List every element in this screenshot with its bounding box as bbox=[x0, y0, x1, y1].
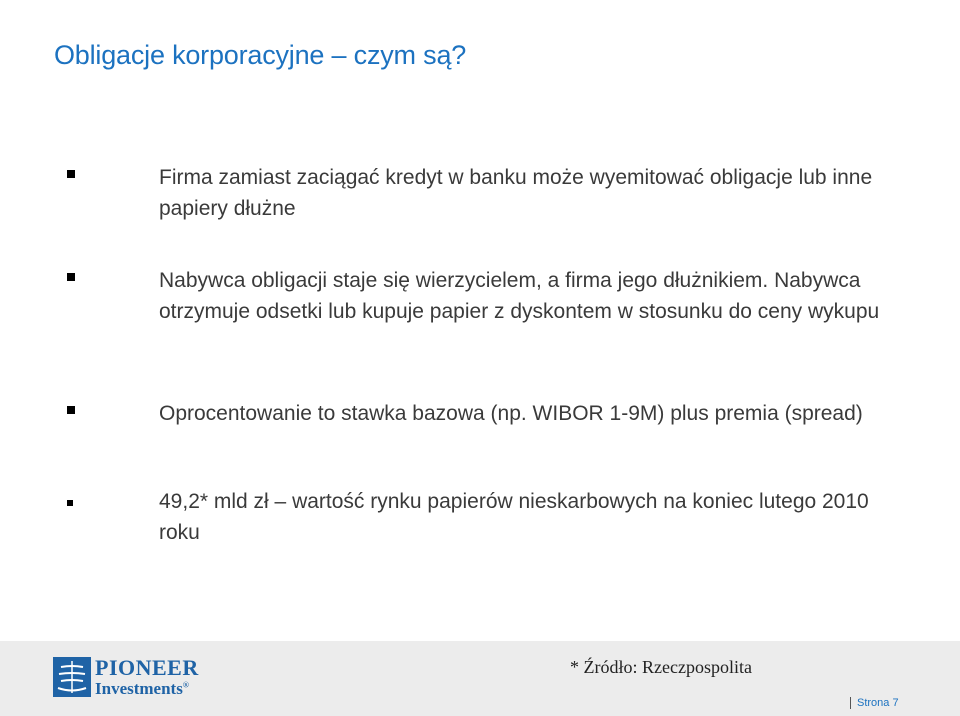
slide-title: Obligacje korporacyjne – czym są? bbox=[54, 40, 467, 70]
bullet-marker-4 bbox=[67, 500, 73, 506]
bullet-text-2: Nabywca obligacji staje się wierzycielem, a firma jego dłużnikiem. Nabywca otrzymuje odsetki lub kupuje papier z dyskontem w stosunku do ceny wykupu bbox=[159, 269, 880, 323]
bullet-text-1: Firma zamiast zaciągać kredyt w banku może wyemitować obligacje lub inne papiery dłużne bbox=[159, 166, 873, 220]
bullet-text-3: Oprocentowanie to stawka bazowa (np. WIBOR 1-9M) plus premia (spread) bbox=[159, 402, 863, 425]
bullet-marker-1 bbox=[67, 170, 75, 178]
page-number-label: Strona 7 bbox=[857, 697, 899, 709]
page-number-divider bbox=[850, 697, 851, 709]
bullet-marker-3 bbox=[67, 406, 75, 414]
source-note: * Źródło: Rzeczpospolita bbox=[570, 657, 752, 677]
ship-sail-icon bbox=[53, 657, 91, 697]
bullet-text-4: 49,2* mld zł – wartość rynku papierów nieskarbowych na koniec lutego 2010 roku bbox=[159, 490, 869, 544]
logo-wordmark-bottom: Investments® bbox=[95, 679, 189, 698]
logo-wordmark-top: PIONEER bbox=[95, 655, 199, 680]
bullet-marker-2 bbox=[67, 273, 75, 281]
pioneer-logo bbox=[53, 655, 199, 699]
page-number bbox=[850, 697, 899, 709]
